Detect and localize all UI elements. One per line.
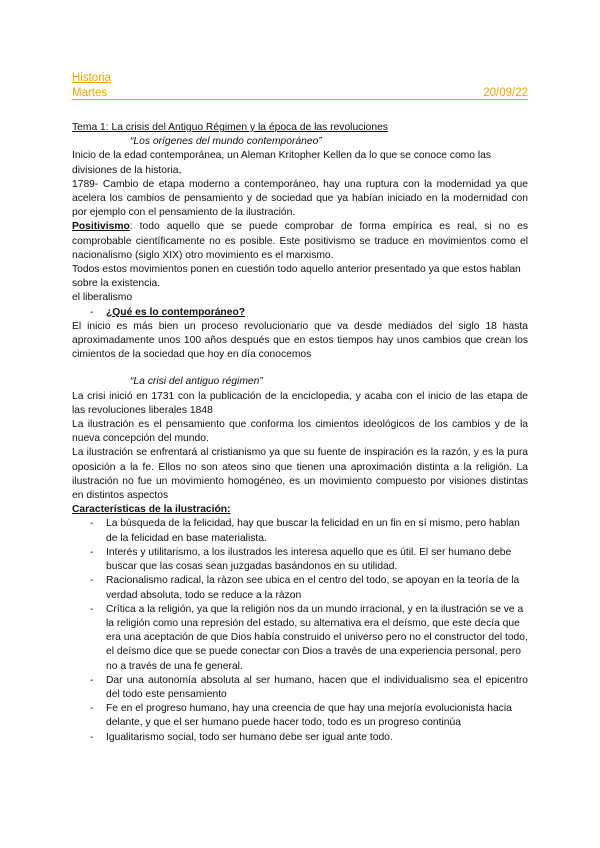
paragraph-1789: 1789- Cambio de etapa moderno a contemporáneo, hay una ruptura con la modernidad ya que acelera los cambios de pensamiento y de sociedad que ya habían iniciado en la modernidad con por ejemplo con el pensamiento de la ilustración. <box>72 178 528 219</box>
list-item-text: La búsqueda de la felicidad, hay que buscar la felicidad en un fin en sí mismo, pero hablan de la felicidad en base materialista. <box>106 518 520 544</box>
list-item <box>72 603 528 674</box>
header-day: Martes <box>72 87 108 99</box>
dash-marker: - <box>90 306 94 318</box>
question-item <box>72 306 528 320</box>
features-title: Características de la ilustración: <box>72 504 231 516</box>
list-item-text: Igualitarismo social, todo ser humano debe ser igual ante todo. <box>106 731 393 743</box>
bullet-dash: - <box>90 703 94 715</box>
bullet-dash: - <box>90 674 94 686</box>
paragraph-intro: Inicio de la edad contemporánea, un Aleman Kritopher Kellen da lo que se conoce como las divisiones de la historia, <box>72 150 492 176</box>
paragraph-religion: La ilustración se enfrentará al cristianismo ya que su fuente de inspiración es la razón, y es la pura oposición a la fe. Ellos no son ateos sino que tienen una aproximación distinta a la religión. La ilustración no fue un movimiento homogéneo, es un movimiento compuesto por visiones distintas en distintos aspectos <box>72 447 528 502</box>
header-rule <box>72 99 528 100</box>
paragraph-crisis: La crisi inició en 1731 con la publicación de la enciclopedia, y acaba con el inicio de las etapa de las revoluciones liberales 1848 <box>72 390 528 416</box>
header-date: 20/09/22 <box>483 87 528 99</box>
bullet-dash: - <box>90 603 94 615</box>
list-item <box>72 517 528 545</box>
list-item <box>72 546 528 574</box>
section-subtitle-crisis: “La crisi del antiguo régimen” <box>130 376 263 388</box>
paragraph-movements: Todos estos movimientos ponen en cuestión todo aquello anterior presentado ya que estos hablan sobre la existencia. <box>72 264 521 290</box>
list-item <box>72 574 528 602</box>
header-subject: Historia <box>72 72 111 84</box>
bullet-dash: - <box>90 518 94 530</box>
list-item-text: Crítica a la religión, ya que la religión nos da un mundo irracional, y en la ilustración se ve a la religión como una represión del estado, su alternativa era el deísmo, que este decía que era una aceptación de que Dios había construido el universo pero no el constructor del todo, el deísmo dice que se puede conectar con Dios a través de una experiencia personal, pero no a través de una fe general. <box>106 603 528 672</box>
bullet-dash: - <box>90 731 94 743</box>
paragraph-contemporary: El inicio es más bien un proceso revolucionario que va desde mediados del siglo 18 hasta aproximadamente unos 100 años después que en estos tiempos hay unos cambios que crean los cimientos de la sociedad que hoy en día conocemos <box>72 320 528 361</box>
list-item-text: Dar una autonomía absoluta al ser humano, hacen que el individualismo sea el epicentro del todo este pensamiento <box>106 674 528 700</box>
list-item-text: Fe en el progreso humano, hay una creencia de que hay una mejoría evolucionista hacia delante, y que el ser humano puede hacer todo, todo es un progreso continúa <box>106 703 512 729</box>
list-item-text: Interés y utilitarismo, a los ilustrados les interesa aquello que es útil. El ser humano debe buscar que las cosas sean juzgadas basándonos en su utilidad. <box>106 546 512 573</box>
list-item <box>72 674 528 702</box>
features-list <box>72 517 528 744</box>
document-body <box>72 121 528 745</box>
list-item-text: Racionalismo radical, la ràzon see ubica en el centro del todo, se apoyan en la teoría de la verdad absoluta, todo se reduce a la ràzon <box>106 575 520 601</box>
list-item <box>72 702 528 730</box>
bullet-dash: - <box>90 575 94 587</box>
paragraph-liberalism: el liberalismo <box>72 292 133 304</box>
bullet-dash: - <box>90 546 94 558</box>
topic-title: Tema 1: La crisis del Antiguo Régimen y la época de las revoluciones <box>72 122 388 133</box>
paragraph-positivism <box>72 220 528 263</box>
section-subtitle-origins: “Los orígenes del mundo contemporáneo” <box>130 136 322 148</box>
positivism-text: : todo aquello que se puede comprobar de forma empírica es real, si no es comprobable científicamente no es posible. Este positivismo se traduce en movimientos como el nacionalismo (siglo XIX) otro movimiento es el marxismo. <box>72 221 528 261</box>
list-item <box>72 731 528 745</box>
paragraph-enlightenment: La ilustración es el pensamiento que conforma los cimientos ideológicos de los cambios y de la nueva concepción del mundo. <box>72 419 528 445</box>
term-positivism: Positivismo <box>72 221 130 233</box>
question-heading: ¿Qué es lo contemporáneo? <box>106 306 246 318</box>
